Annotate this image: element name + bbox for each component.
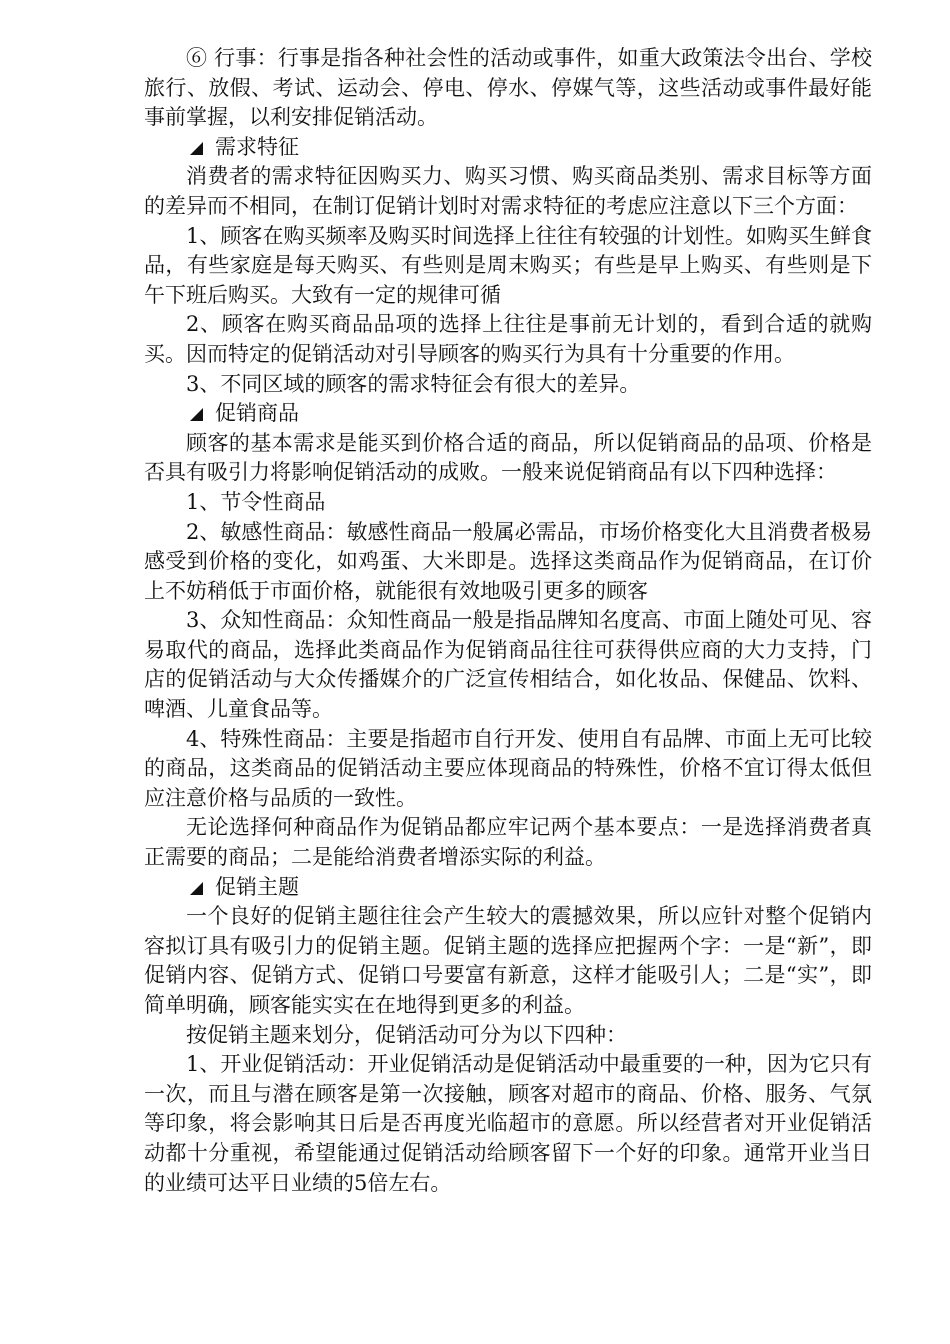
paragraph-products-1: 1、节令性商品 [186, 489, 326, 514]
paragraph-products-summary: 无论选择何种商品作为促销品都应牢记两个基本要点：一是选择消费者真正需要的商品；二是能给消费者增添实际的利益。 [144, 815, 872, 870]
heading-text: 需求特征 [215, 134, 299, 159]
paragraph-demand-3: 3、不同区域的顾客的需求特征会有很大的差异。 [186, 371, 641, 396]
paragraph-products-2: 2、敏感性商品：敏感性商品一般属必需品，市场价格变化大且消费者极易感受到价格的变化，如鸡蛋、大米即是。选择这类商品作为促销商品，在订价上不妨稍低于市面价格，就能很有效地吸引更多的顾客 [144, 519, 872, 603]
paragraph-demand-2: 2、顾客在购买商品品项的选择上往往是事前无计划的，看到合适的就购买。因而特定的促销活动对引导顾客的购买行为具有十分重要的作用。 [144, 312, 872, 366]
section-heading-demand [144, 133, 872, 163]
paragraph-theme-1: 1、开业促销活动：开业促销活动是促销活动中最重要的一种，因为它只有一次，而且与潜在顾客是第一次接触，顾客对超市的商品、价格、服务、气氛等印象，将会影响其日后是否再度光临超市的意愿。所以经营者对开业促销活动都十分重视，希望能通过促销活动给顾客留下一个好的印象。通常开业当日的业绩可达平日业绩的5倍左右。 [144, 1052, 872, 1195]
paragraph-products-3: 3、众知性商品：众知性商品一般是指品牌知名度高、市面上随处可见、容易取代的商品，选择此类商品作为促销商品往往可获得供应商的大力支持，门店的促销活动与大众传播媒介的广泛宣传相结合，如化妆品、保健品、饮料、啤酒、儿童食品等。 [144, 608, 872, 722]
paragraph-products-4: 4、特殊性商品：主要是指超市自行开发、使用自有品牌、市面上无可比较的商品，这类商品的促销活动主要应体现商品的特殊性，价格不宜订得太低但应注意价格与品质的一致性。 [144, 726, 872, 810]
triangle-bullet-icon [190, 142, 203, 155]
triangle-bullet-icon [190, 408, 203, 421]
paragraph-demand-intro: 消费者的需求特征因购买力、购买习惯、购买商品类别、需求目标等方面的差异而不相同，在制订促销计划时对需求特征的考虑应注意以下三个方面： [144, 164, 872, 218]
heading-text: 促销主题 [215, 874, 299, 899]
paragraph-theme-intro: 一个良好的促销主题往往会产生较大的震撼效果，所以应针对整个促销内容拟订具有吸引力的促销主题。促销主题的选择应把握两个字：一是“新”，即促销内容、促销方式、促销口号要富有新意，这样才能吸引人；二是“实”，即简单明确，顾客能实实在在地得到更多的利益。 [144, 904, 872, 1017]
heading-text: 促销商品 [215, 401, 299, 426]
paragraph-events: ⑥ 行事：行事是指各种社会性的活动或事件，如重大政策法令出台、学校旅行、放假、考试、运动会、停电、停水、停媒气等，这些活动或事件最好能事前掌握，以利安排促销活动。 [144, 46, 872, 130]
paragraph-demand-1: 1、顾客在购买频率及购买时间选择上往往有较强的计划性。如购买生鲜食品，有些家庭是每天购买、有些则是周末购买；有些是早上购买、有些则是下午下班后购买。大致有一定的规律可循 [144, 223, 872, 307]
triangle-bullet-icon [190, 882, 203, 895]
section-heading-theme [144, 873, 872, 903]
paragraph-theme-types: 按促销主题来划分，促销活动可分为以下四种： [186, 1022, 627, 1047]
document-page [144, 44, 872, 1198]
paragraph-products-intro: 顾客的基本需求是能买到价格合适的商品，所以促销商品的品项、价格是否具有吸引力将影响促销活动的成败。一般来说促销商品有以下四种选择： [144, 430, 872, 485]
section-heading-products [144, 399, 872, 429]
